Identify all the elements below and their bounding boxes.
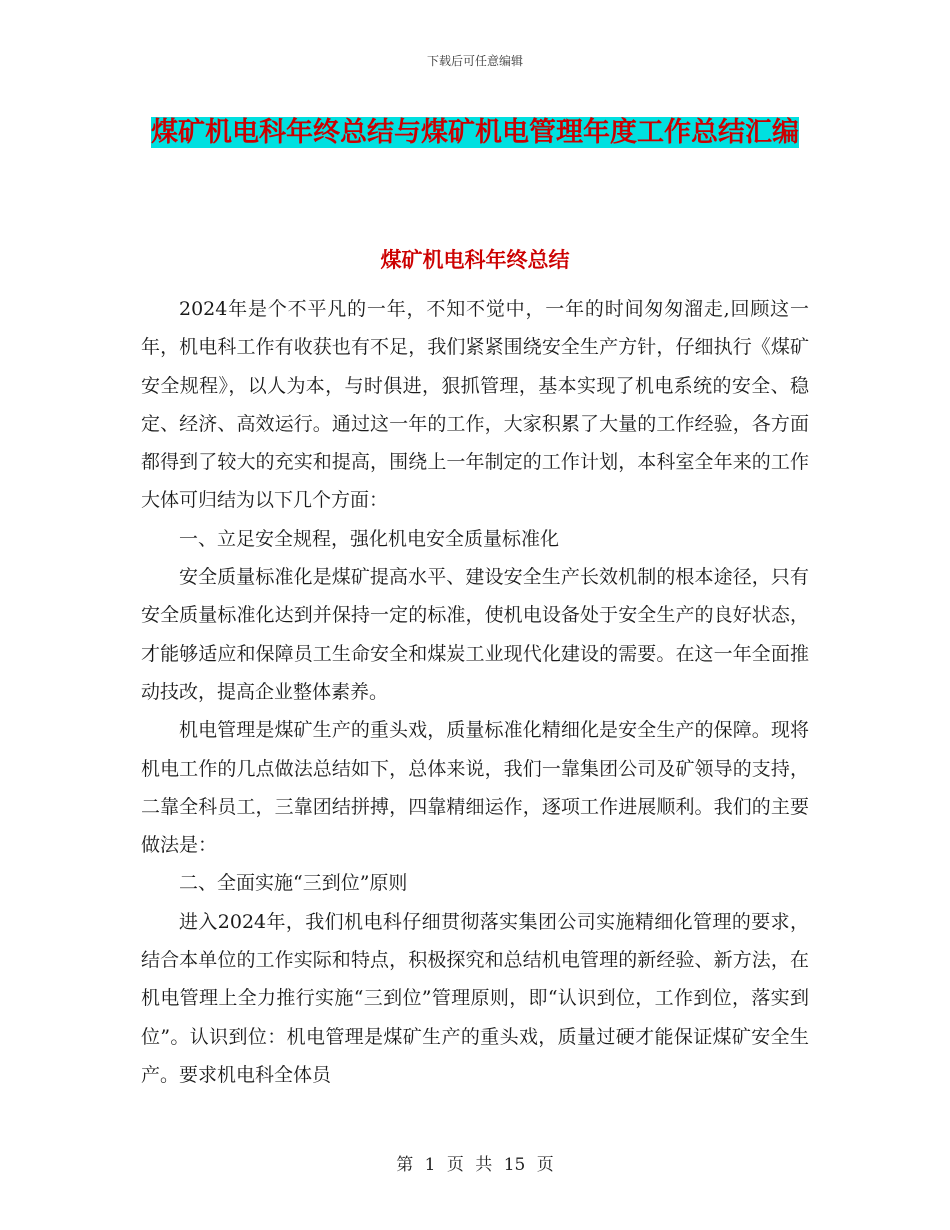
page-header-note: 下载后可任意编辑 xyxy=(426,54,523,68)
paragraph: 安全质量标准化是煤矿提高水平、建设安全生产长效机制的根本途径，只有安全质量标准化达到并保持一定的标准，使机电设备处于安全生产的良好状态，才能够适应和保障员工生命安全和煤炭工业现代化建设的需要。在这一年全面推动技改，提高企业整体素养。 xyxy=(141,566,809,703)
paragraph: 机电管理是煤矿生产的重头戏，质量标准化精细化是安全生产的保障。现将机电工作的几点做法总结如下，总体来说，我们一靠集团公司及矿领导的支持，二靠全科员工，三靠团结拼搏，四靠精细运作，逐项工作进展顺利。我们的主要做法是： xyxy=(141,719,809,857)
page-number: 第 1 页 共 15 页 xyxy=(396,1155,554,1175)
section-title: 煤矿机电科年终总结 xyxy=(380,247,570,272)
paragraph: 进入2024年，我们机电科仔细贯彻落实集团公司实施精细化管理的要求，结合本单位的工作实际和特点，积极探究和总结机电管理的新经验、新方法，在机电管理上全力推行实施“三到位”管理原则，即“认识到位，工作到位，落实到位”。认识到位：机电管理是煤矿生产的重头戏，质量过硬才能保证煤矿安全生产。要求机电科全体员 xyxy=(141,910,809,1086)
document-body xyxy=(141,290,809,1094)
paragraph-heading: 一、立足安全规程，强化机电安全质量标准化 xyxy=(179,527,560,550)
document-title-text: 煤矿机电科年终总结与煤矿机电管理年度工作总结汇编 xyxy=(151,117,799,148)
document-title xyxy=(140,110,810,156)
paragraph: 2024年是个不平凡的一年，不知不觉中，一年的时间匆匆溜走,回顾这一年，机电科工作有收获也有不足，我们紧紧围绕安全生产方针，仔细执行《煤矿安全规程》，以人为本，与时俱进，狠抓管理，基本实现了机电系统的安全、稳定、经济、高效运行。通过这一年的工作，大家积累了大量的工作经验，各方面都得到了较大的充实和提高，围绕上一年制定的工作计划，本科室全年来的工作大体可归结为以下几个方面： xyxy=(141,298,809,512)
paragraph-heading: 二、全面实施“三到位”原则 xyxy=(179,872,408,895)
